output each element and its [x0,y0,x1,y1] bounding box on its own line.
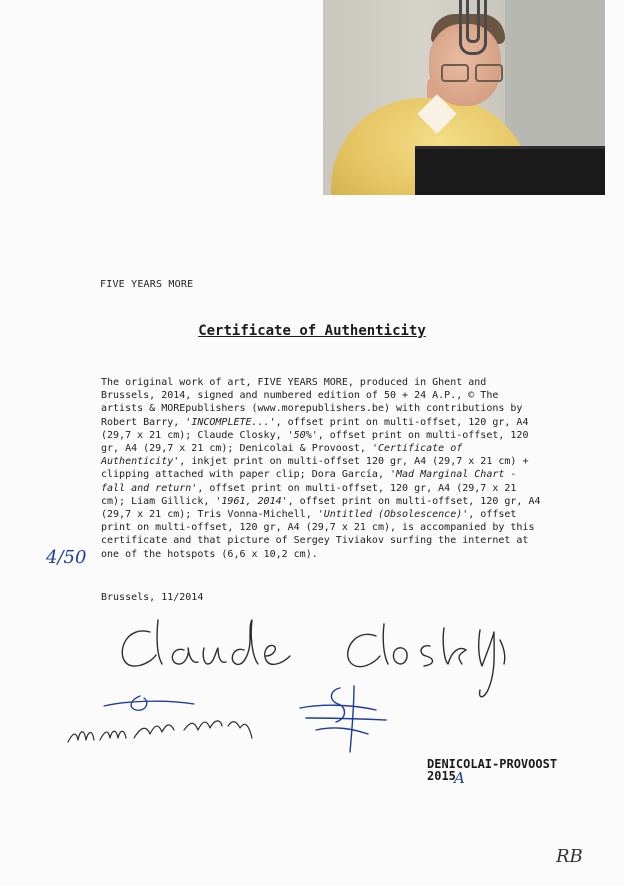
vonna-michell-signature [300,686,386,752]
denicolai-provoost-stamp: DENICOLAI-PROVOOST 2015 [427,757,558,783]
certificate-title: Certificate of Authenticity [198,323,426,339]
header-title: FIVE YEARS MORE [100,279,194,290]
stamp-handwritten-suffix: A [454,769,465,787]
closky-signature [122,620,504,697]
garcia-signature [104,696,194,710]
edition-number: 4/50 [46,547,87,568]
scribble-signature [68,721,252,742]
certificate-body: The original work of art, FIVE YEARS MORE, produced in Ghent and Brussels, 2014, signed and numbered edition of 50 + 24 A.P., © The artists & MOREpublishers (www.morepublishers.be) with contributions by Robert Barry, 'INCOMPLETE...', offset print on multi-offset, 120 gr, A4 (29,7 x 21 cm); Claude Closky, '50%', offset print on multi-offset, 120 gr, A4 (29,7 x 21 cm); Denicolai & Provoost, 'Certificate of Authenticity', inkjet print on multi-offset 120 gr, A4 (29,7 x 21 cm) + clipping attached with paper clip; Dora García, 'Mad Marginal Chart - fall and return', offset print on multi-offset, 120 gr, A4 (29,7 x 21 cm); Liam Gillick, '1961, 2014', offset print on multi-offset, 120 gr, A4 (29,7 x 21 cm); Tris Vonna-Michell, 'Untitled (Obsolescence)', offset print on multi-offset, 120 gr, A4 (29,7 x 21 cm), is accompanied by this certificate and that picture of Sergey Tiviakov surfing the internet at one of the hotspots (6,6 x 10,2 cm). [101,377,541,560]
barry-initials: RB [556,846,583,867]
place-date: Brussels, 11/2014 [101,592,204,603]
